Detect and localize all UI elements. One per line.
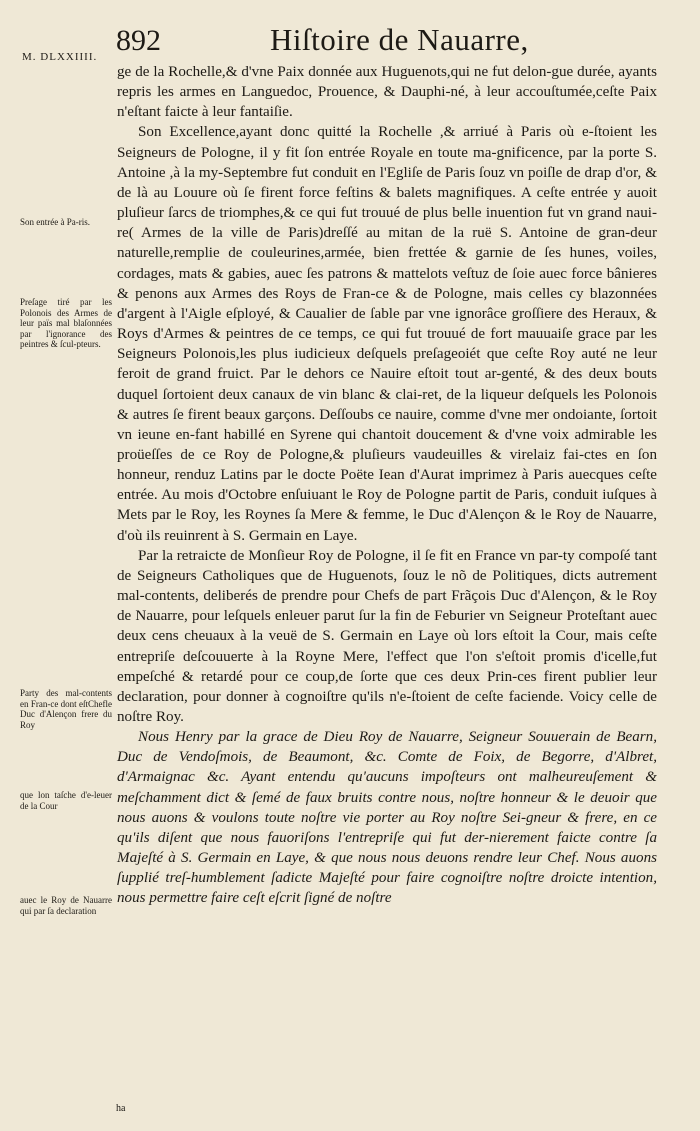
main-text (117, 62, 657, 909)
margin-note: que lon taſche d'e-leuer de la Cour (20, 790, 112, 811)
running-title: Hiſtoire de Nauarre, (270, 22, 529, 57)
year-marker: M. DLXXIIII. (22, 51, 98, 63)
page-number: 892 (116, 24, 161, 57)
margin-note: Preſage tiré par les Polonois des Armes de leur païs mal blaſonnées par l'ignorance des peintres & ſcul-pteurs. (20, 297, 112, 349)
paragraph-entry-paris: Son Excellence,ayant donc quitté la Rochelle ,& arriué à Paris où e-ſtoient les Seigneurs de Pologne, il y fit ſon entrée Royale en toute ma-gnificence, par la porte S. Antoine ,à la my-Septembre fut conduit en l'Egliſe de Paris ſouz vn poiſle de drap d'or, & de là au Louure où ſe firent force feſtins & balets magnifiques. A ceſte entrée y auoit pluſieur ſarcs de triomphes,& ce qui fut trouué de plus belle inuention fut vn grand naui-re( Armes de la ville de Paris)dreſſé au mitan de la ruë S. Antoine de gran-deur naturelle,remplie de couleurines,armée, bien frettée & garnie de ſes hunes, voiles, cordages, mats & gabies, auec ſes patrons & mattelots veſtuz de ſoie auec force bânieres & penons aux Armes des Roys de Fran-ce & de Pologne, mais celles cy blazonnées d'argent à l'Aigle eſployé, & Caualier de ſable par vne ignorâce groſſiere des Heraux, & Roys d'Armes & peintres de ce temps, ce qui fut trouué de fort mauuaiſe grace par les Seigneurs Polonois,les plus iudicieux deſquels preſageoiét que ceſte Roy auté ne leur feroit de grand fruict. Par le dehors ce Nauire eſtoit tout ar-genté, & des deux bouts duquel ſortoient deux canaux de vin blanc & clai-ret, de la liqueur deſquels les Polonois & autres ſe firent beaux garçons. Deſſoubs ce nauire, comme d'vne mer ondoiante, ſortoit vn ieune en-fant habillé en Syrene qui chantoit doucement & d'vne voix admirable les proüeſſes de ce Roy de Pologne,& pluſieurs vaudeuilles & virelaiz fai-ctes en ſon honneur, renduz Latins par le docte Poëte Iean d'Aurat imprimez à Paris auecques ceſte entrée. Au mois d'Octobre enſuiuant le Roy de Pologne partit de Paris, conduit iuſques à Mets par le Roy, les Roynes ſa Mere & femme, le Duc d'Alençon & le Roy de Nauarre, d'où ils reuinrent à S. Germain en Laye. (117, 124, 657, 544)
catchword: ha (116, 1103, 126, 1114)
running-header (0, 20, 700, 62)
margin-note: Party des mal-contents en Fran-ce dont eſtChefle Duc d'Alençon frere du Roy (20, 688, 112, 730)
margin-note: Son entrée à Pa-ris. (20, 217, 90, 227)
margin-note: auec le Roy de Nauarre qui par ſa declaration (20, 895, 112, 916)
paragraph-continuation: ge de la Rochelle,& d'vne Paix donnée aux Huguenots,qui ne fut delon-gue durée, ayants repris les armes en Languedoc, Prouence, & Dauphi-né, à leur accouſtumée,ceſte Paix n'eſtant faicte à leur fantaiſie. (117, 64, 657, 121)
paragraph-declaration: Nous Henry par la grace de Dieu Roy de Nauarre, Seigneur Souuerain de Bearn, Duc de Vendoſmois, de Beaumont, &c. Comte de Foix, de Begorre, d'Albret, d'Armaignac &c. Ayant entendu qu'aucuns impoſteurs ont malheureuſement & meſchamment dict & ſemé de faux bruits contre nous, noſtre honneur & le deuoir que nous auons & voulons toute noſtre vie porter au Roy noſtre Sei-gneur & frere, en ce qu'ils diſent que nous fauoriſons l'entrepriſe qui fut der-nierement faicte contre ſa Majeſté à S. Germain en Laye, & que nous nous deuons rendre leur Chef. Nous auons ſupplié treſ-humblement ſadicte Majeſté pour faire cognoiſtre noſtre droicte intention, nous permettre faire ceſt eſcrit ſigné de noſtre (117, 729, 657, 907)
paragraph-malcontents: Par la retraicte de Monſieur Roy de Pologne, il ſe fit en France vn par-ty compoſé tant de Seigneurs Catholiques que de Huguenots, ſouz le nõ de Politiques, dicts autrement mal-contents, deliberés de prendre pour Chefs de part Frãçois Duc d'Alençon, & le Roy de Nauarre, pour leſquels enleuer parut ſur la fin de Feburier vn Seigneur Proteſtant auec deux cens cheuaux à la veuë de S. Germain en Laye où lors eſtoit la Cour, mais ceſte entrepriſe deſcouuerte à la Royne Mere, l'effect que l'on s'eſtoit promis d'icelle,fut empeſché & retardé pour ce coup,de ſorte que ces deux Prin-ces firent publier leur declaration, pour donner à cognoiſtre qu'ils n'e-ſtoient de ceſte faciende. Voicy celle de noſtre Roy. (117, 547, 657, 725)
